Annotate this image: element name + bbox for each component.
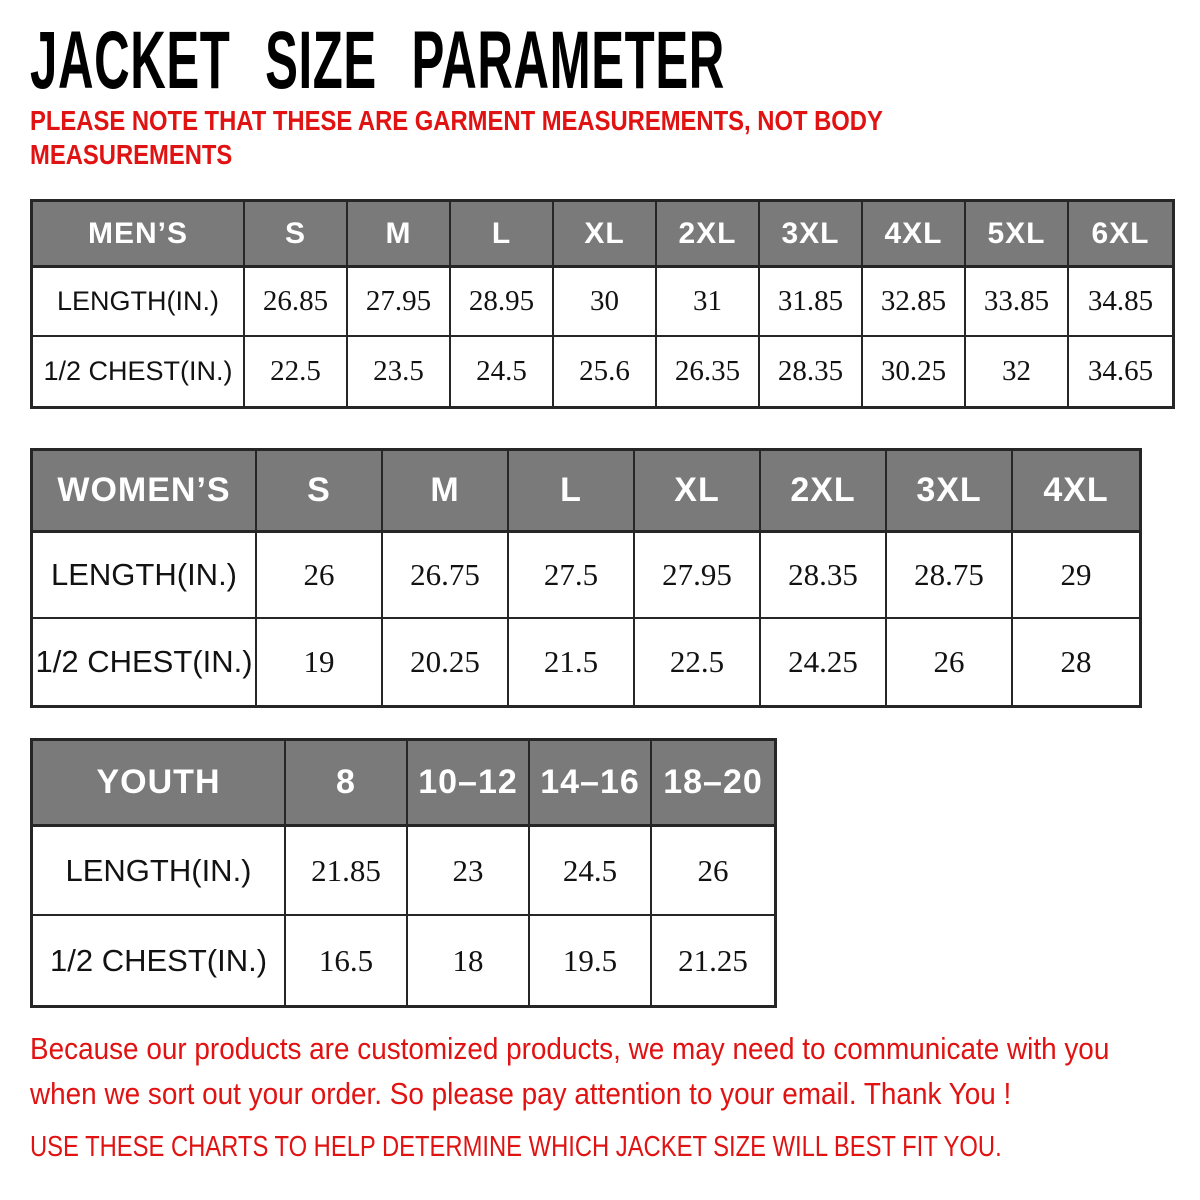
size-header-cell: 6XL [1069,202,1172,268]
value-cell: 32 [966,337,1069,406]
row-label-cell: 1/2 CHEST(IN.) [33,337,245,406]
size-header-cell: 14–16 [530,741,652,827]
table-row [33,827,774,916]
value-cell: 28.75 [887,533,1013,619]
size-header-cell: XL [554,202,657,268]
size-header-cell: L [509,451,635,533]
table-row [33,268,1172,337]
value-cell: 26.35 [657,337,760,406]
value-cell: 21.5 [509,619,635,705]
youth-size-table [30,738,777,1008]
value-cell: 30.25 [863,337,966,406]
size-header-cell: 2XL [657,202,760,268]
value-cell: 16.5 [286,916,408,1005]
value-cell: 31.85 [760,268,863,337]
row-label-cell: LENGTH(IN.) [33,533,257,619]
value-cell: 27.95 [348,268,451,337]
value-cell: 28 [1013,619,1139,705]
value-cell: 31 [657,268,760,337]
value-cell: 27.95 [635,533,761,619]
table-header-row [33,202,1172,268]
value-cell: 30 [554,268,657,337]
value-cell: 25.6 [554,337,657,406]
value-cell: 19.5 [530,916,652,1005]
value-cell: 24.25 [761,619,887,705]
value-cell: 26.85 [245,268,348,337]
page-title: JACKET SIZE PARAMETER [30,15,725,106]
table-row [33,916,774,1005]
table-group-label: WOMEN’S [33,451,257,533]
size-header-cell: L [451,202,554,268]
value-cell: 23.5 [348,337,451,406]
value-cell: 33.85 [966,268,1069,337]
value-cell: 26 [257,533,383,619]
table-header-row [33,451,1139,533]
value-cell: 28.35 [761,533,887,619]
value-cell: 28.95 [451,268,554,337]
value-cell: 34.85 [1069,268,1172,337]
row-label-cell: 1/2 CHEST(IN.) [33,916,286,1005]
table-row [33,533,1139,619]
size-header-cell: 18–20 [652,741,774,827]
table-row [33,619,1139,705]
value-cell: 24.5 [530,827,652,916]
value-cell: 26 [652,827,774,916]
value-cell: 22.5 [635,619,761,705]
table-header-row [33,741,774,827]
table-group-label: MEN’S [33,202,245,268]
footer-fit-advice: USE THESE CHARTS TO HELP DETERMINE WHICH JACKET SIZE WILL BEST FIT YOU. [30,1131,1002,1163]
size-header-cell: 5XL [966,202,1069,268]
value-cell: 32.85 [863,268,966,337]
size-header-cell: S [245,202,348,268]
value-cell: 27.5 [509,533,635,619]
size-header-cell: XL [635,451,761,533]
size-header-cell: 4XL [863,202,966,268]
size-header-cell: S [257,451,383,533]
table-row [33,337,1172,406]
value-cell: 19 [257,619,383,705]
value-cell: 21.25 [652,916,774,1005]
footer-note-line-2: when we sort out your order. So please pay attention to your email. Thank You ! [30,1076,1012,1111]
footer-note-line-1: Because our products are customized products, we may need to communicate with you [30,1031,1110,1066]
size-header-cell: 10–12 [408,741,530,827]
value-cell: 26 [887,619,1013,705]
size-header-cell: 2XL [761,451,887,533]
row-label-cell: LENGTH(IN.) [33,827,286,916]
size-header-cell: M [348,202,451,268]
value-cell: 22.5 [245,337,348,406]
womens-size-table [30,448,1142,708]
size-header-cell: 8 [286,741,408,827]
table-group-label: YOUTH [33,741,286,827]
value-cell: 21.85 [286,827,408,916]
size-header-cell: 3XL [887,451,1013,533]
value-cell: 29 [1013,533,1139,619]
value-cell: 23 [408,827,530,916]
value-cell: 18 [408,916,530,1005]
value-cell: 28.35 [760,337,863,406]
row-label-cell: LENGTH(IN.) [33,268,245,337]
value-cell: 24.5 [451,337,554,406]
size-header-cell: 3XL [760,202,863,268]
value-cell: 20.25 [383,619,509,705]
value-cell: 34.65 [1069,337,1172,406]
row-label-cell: 1/2 CHEST(IN.) [33,619,257,705]
mens-size-table [30,199,1175,409]
value-cell: 26.75 [383,533,509,619]
garment-measurement-note: PLEASE NOTE THAT THESE ARE GARMENT MEASUREMENTS, NOT BODY MEASUREMENTS [30,105,883,170]
size-header-cell: 4XL [1013,451,1139,533]
size-header-cell: M [383,451,509,533]
